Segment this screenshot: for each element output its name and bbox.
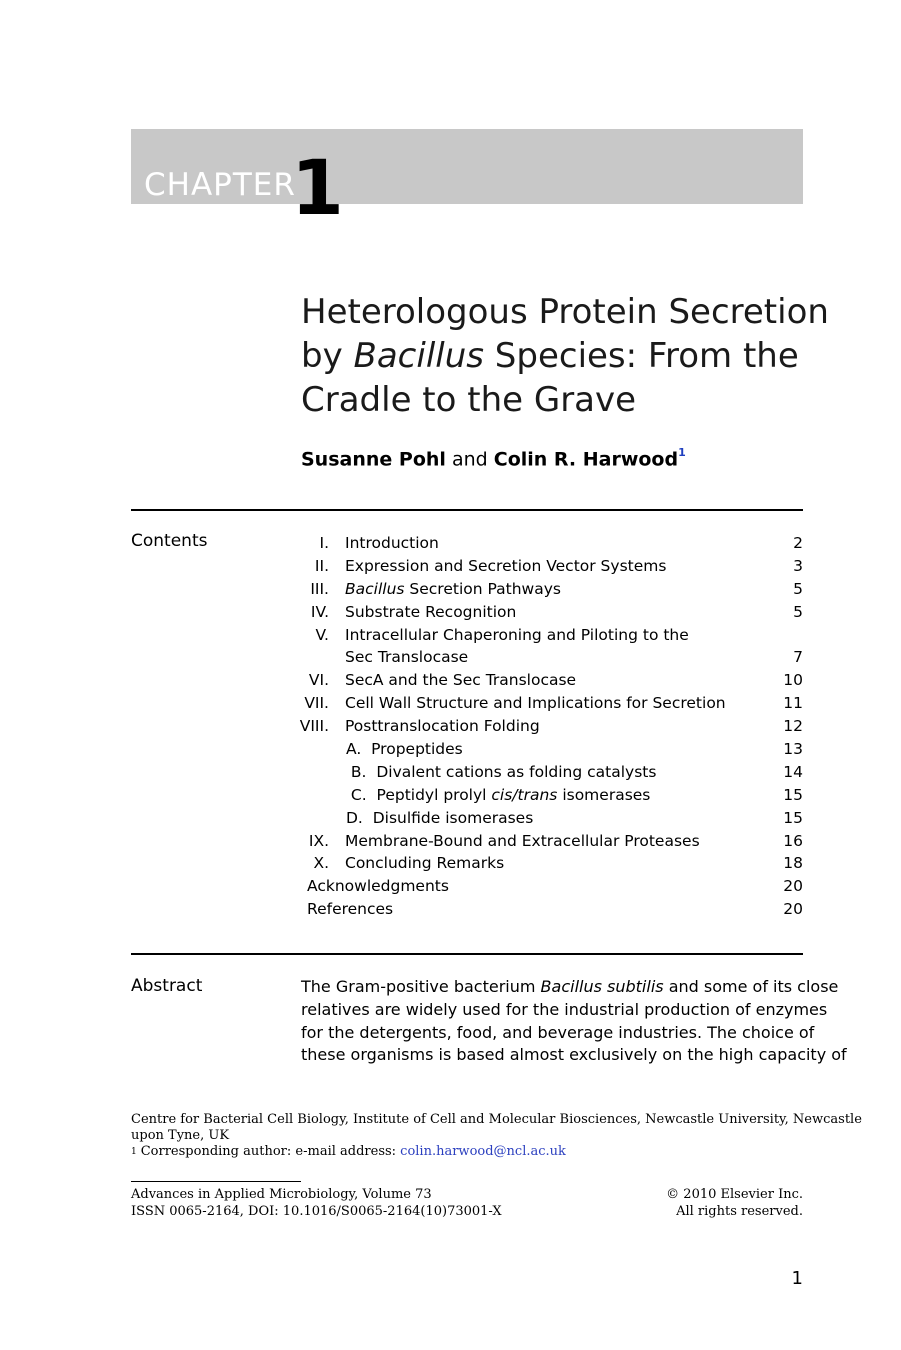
chapter-number: 1 bbox=[291, 143, 344, 232]
toc-entry-number: III. bbox=[310, 579, 329, 598]
toc-entry[interactable] bbox=[300, 532, 803, 555]
toc-entry[interactable] bbox=[300, 852, 803, 875]
toc-entry-title bbox=[345, 715, 540, 738]
title-line-2-pre: by bbox=[301, 336, 354, 376]
toc-entry[interactable] bbox=[300, 784, 803, 807]
corresponding-mark: 1 bbox=[131, 1147, 137, 1157]
toc-entry[interactable] bbox=[300, 761, 803, 784]
journal-doi[interactable]: ISSN 0065-2164, DOI: 10.1016/S0065-2164(10)73001-X bbox=[131, 1204, 502, 1219]
affiliation-line-1: Centre for Bacterial Cell Biology, Institute of Cell and Molecular Biosciences, Newcastle University, Newcastle bbox=[131, 1112, 862, 1127]
toc-entry-text: Introduction bbox=[345, 534, 439, 552]
contents-top-rule bbox=[131, 509, 803, 511]
email-link[interactable]: colin.harwood@ncl.ac.uk bbox=[400, 1144, 566, 1159]
toc-entry-page: 10 bbox=[783, 671, 803, 690]
toc-entry[interactable] bbox=[300, 807, 803, 830]
toc-entry-title bbox=[307, 898, 393, 921]
toc-entry-title bbox=[345, 692, 726, 715]
abstract-line-1-post: and some of its close bbox=[663, 977, 839, 996]
author-conjunction: and bbox=[445, 448, 494, 471]
table-of-contents bbox=[300, 532, 803, 921]
abstract-top-rule bbox=[131, 953, 803, 955]
toc-entry[interactable] bbox=[300, 624, 803, 647]
toc-entry-page: 7 bbox=[793, 648, 803, 667]
author-2: Colin R. Harwood bbox=[493, 448, 679, 471]
toc-entry-title bbox=[345, 601, 516, 624]
toc-entry-page: 5 bbox=[793, 579, 803, 598]
toc-entry-page: 15 bbox=[783, 785, 803, 804]
title-line-3: Cradle to the Grave bbox=[301, 380, 637, 420]
contents-label: Contents bbox=[131, 531, 208, 551]
abstract-species: Bacillus subtilis bbox=[540, 977, 664, 996]
affiliation-line-2: upon Tyne, UK bbox=[131, 1128, 230, 1143]
toc-entry-text: D. Disulfide isomerases bbox=[346, 808, 534, 827]
toc-entry-number: VIII. bbox=[299, 717, 329, 736]
toc-entry-title bbox=[345, 532, 439, 555]
toc-entry[interactable] bbox=[300, 898, 803, 921]
copyright-line-2: All rights reserved. bbox=[676, 1204, 803, 1219]
toc-entry-text: Substrate Recognition bbox=[345, 602, 517, 621]
toc-entry-number: X. bbox=[313, 854, 329, 873]
toc-entry-title bbox=[345, 555, 666, 578]
toc-entry-title bbox=[345, 578, 561, 601]
toc-entry-title bbox=[346, 807, 533, 830]
title-line-1: Heterologous Protein Secretion bbox=[301, 292, 829, 332]
toc-entry-title bbox=[345, 830, 700, 853]
toc-entry-text-after: isomerases bbox=[557, 785, 651, 804]
copyright bbox=[666, 1186, 803, 1220]
copyright-line-1: © 2010 Elsevier Inc. bbox=[666, 1187, 803, 1202]
toc-entry[interactable] bbox=[300, 692, 803, 715]
toc-entry-text: Sec Translocase bbox=[345, 648, 469, 667]
toc-entry-italic: cis/trans bbox=[491, 785, 558, 804]
toc-entry-text: Secretion Pathways bbox=[404, 579, 561, 598]
toc-entry-text: SecA and the Sec Translocase bbox=[345, 671, 577, 690]
toc-entry-title bbox=[345, 669, 576, 692]
toc-entry-title bbox=[345, 624, 689, 647]
toc-entry-page: 12 bbox=[783, 717, 803, 736]
toc-entry-text: A. Propeptides bbox=[346, 740, 463, 759]
abstract-line-2: relatives are widely used for the industrial production of enzymes bbox=[301, 999, 828, 1019]
toc-entry-number: IV. bbox=[310, 602, 329, 621]
abstract-line-3: for the detergents, food, and beverage industries. The choice of bbox=[301, 1022, 815, 1042]
abstract-label: Abstract bbox=[131, 976, 203, 996]
toc-entry-text: Acknowledgments bbox=[307, 877, 449, 896]
footnotes bbox=[131, 1112, 862, 1160]
toc-entry-text: Intracellular Chaperoning and Piloting to the bbox=[345, 625, 689, 644]
toc-entry-page: 15 bbox=[783, 808, 803, 827]
toc-entry-italic: Bacillus bbox=[345, 579, 405, 598]
toc-entry-text: Membrane-Bound and Extracellular Proteases bbox=[345, 831, 700, 850]
toc-entry[interactable] bbox=[300, 875, 803, 898]
toc-entry-number: V. bbox=[315, 625, 329, 644]
toc-entry-title bbox=[346, 761, 656, 784]
toc-entry-page: 20 bbox=[783, 877, 803, 896]
toc-entry-title bbox=[346, 784, 650, 807]
corresponding-text: Corresponding author: e-mail address: bbox=[140, 1144, 401, 1159]
toc-entry-number: VI. bbox=[308, 671, 329, 690]
toc-entry-text: B. Divalent cations as folding catalysts bbox=[346, 762, 657, 781]
journal-volume: Advances in Applied Microbiology, Volume 73 bbox=[131, 1187, 432, 1202]
toc-entry-text: C. Peptidyl prolyl bbox=[346, 785, 492, 804]
toc-entry[interactable] bbox=[300, 555, 803, 578]
toc-entry-title bbox=[346, 738, 463, 761]
toc-entry-text: References bbox=[307, 900, 394, 919]
abstract-line-1 bbox=[301, 976, 839, 999]
toc-entry[interactable] bbox=[300, 738, 803, 761]
toc-entry-number: II. bbox=[314, 556, 329, 575]
toc-entry-page: 18 bbox=[783, 854, 803, 873]
page-number: 1 bbox=[791, 1268, 803, 1289]
toc-entry-page: 14 bbox=[783, 762, 803, 781]
corresponding-author bbox=[131, 1144, 803, 1160]
toc-entry-title bbox=[307, 875, 449, 898]
title-line-2-post: Species: From the bbox=[483, 336, 799, 376]
toc-entry-page: 3 bbox=[793, 556, 803, 575]
toc-entry[interactable] bbox=[300, 715, 803, 738]
author-1: Susanne Pohl bbox=[301, 448, 446, 471]
toc-entry[interactable] bbox=[300, 830, 803, 853]
toc-entry-page: 2 bbox=[793, 534, 803, 552]
journal-info bbox=[131, 1186, 502, 1220]
toc-entry-text: Cell Wall Structure and Implications for Secretion bbox=[345, 694, 726, 713]
author-footnote-link[interactable]: 1 bbox=[678, 446, 686, 459]
chapter-title bbox=[301, 290, 829, 422]
toc-entry-page: 5 bbox=[793, 602, 803, 621]
toc-entry-number: I. bbox=[319, 534, 329, 552]
toc-entry-title bbox=[345, 646, 468, 669]
toc-entry[interactable] bbox=[300, 601, 803, 624]
toc-entry-page: 20 bbox=[783, 900, 803, 919]
toc-entry-page: 13 bbox=[783, 740, 803, 759]
title-genus: Bacillus bbox=[353, 336, 484, 376]
toc-entry[interactable] bbox=[300, 646, 803, 669]
chapter-label: CHAPTER bbox=[144, 167, 296, 203]
abstract-line-4: these organisms is based almost exclusively on the high capacity of bbox=[301, 1045, 847, 1065]
toc-entry-text: Posttranslocation Folding bbox=[345, 717, 540, 736]
toc-entry-text: Expression and Secretion Vector Systems bbox=[345, 556, 667, 575]
title-line-2 bbox=[301, 334, 811, 378]
toc-entry-number: IX. bbox=[308, 831, 329, 850]
author-list bbox=[301, 448, 686, 470]
toc-entry-number: VII. bbox=[304, 694, 329, 713]
journal-rule bbox=[131, 1181, 301, 1182]
abstract-line-1-pre: The Gram-positive bacterium bbox=[301, 977, 541, 996]
toc-entry-page: 16 bbox=[783, 831, 803, 850]
toc-entry[interactable] bbox=[300, 578, 803, 601]
toc-entry-text: Concluding Remarks bbox=[345, 854, 505, 873]
toc-entry[interactable] bbox=[300, 669, 803, 692]
toc-entry-page: 11 bbox=[783, 694, 803, 713]
abstract-text bbox=[301, 976, 847, 1067]
toc-entry-title bbox=[345, 852, 504, 875]
